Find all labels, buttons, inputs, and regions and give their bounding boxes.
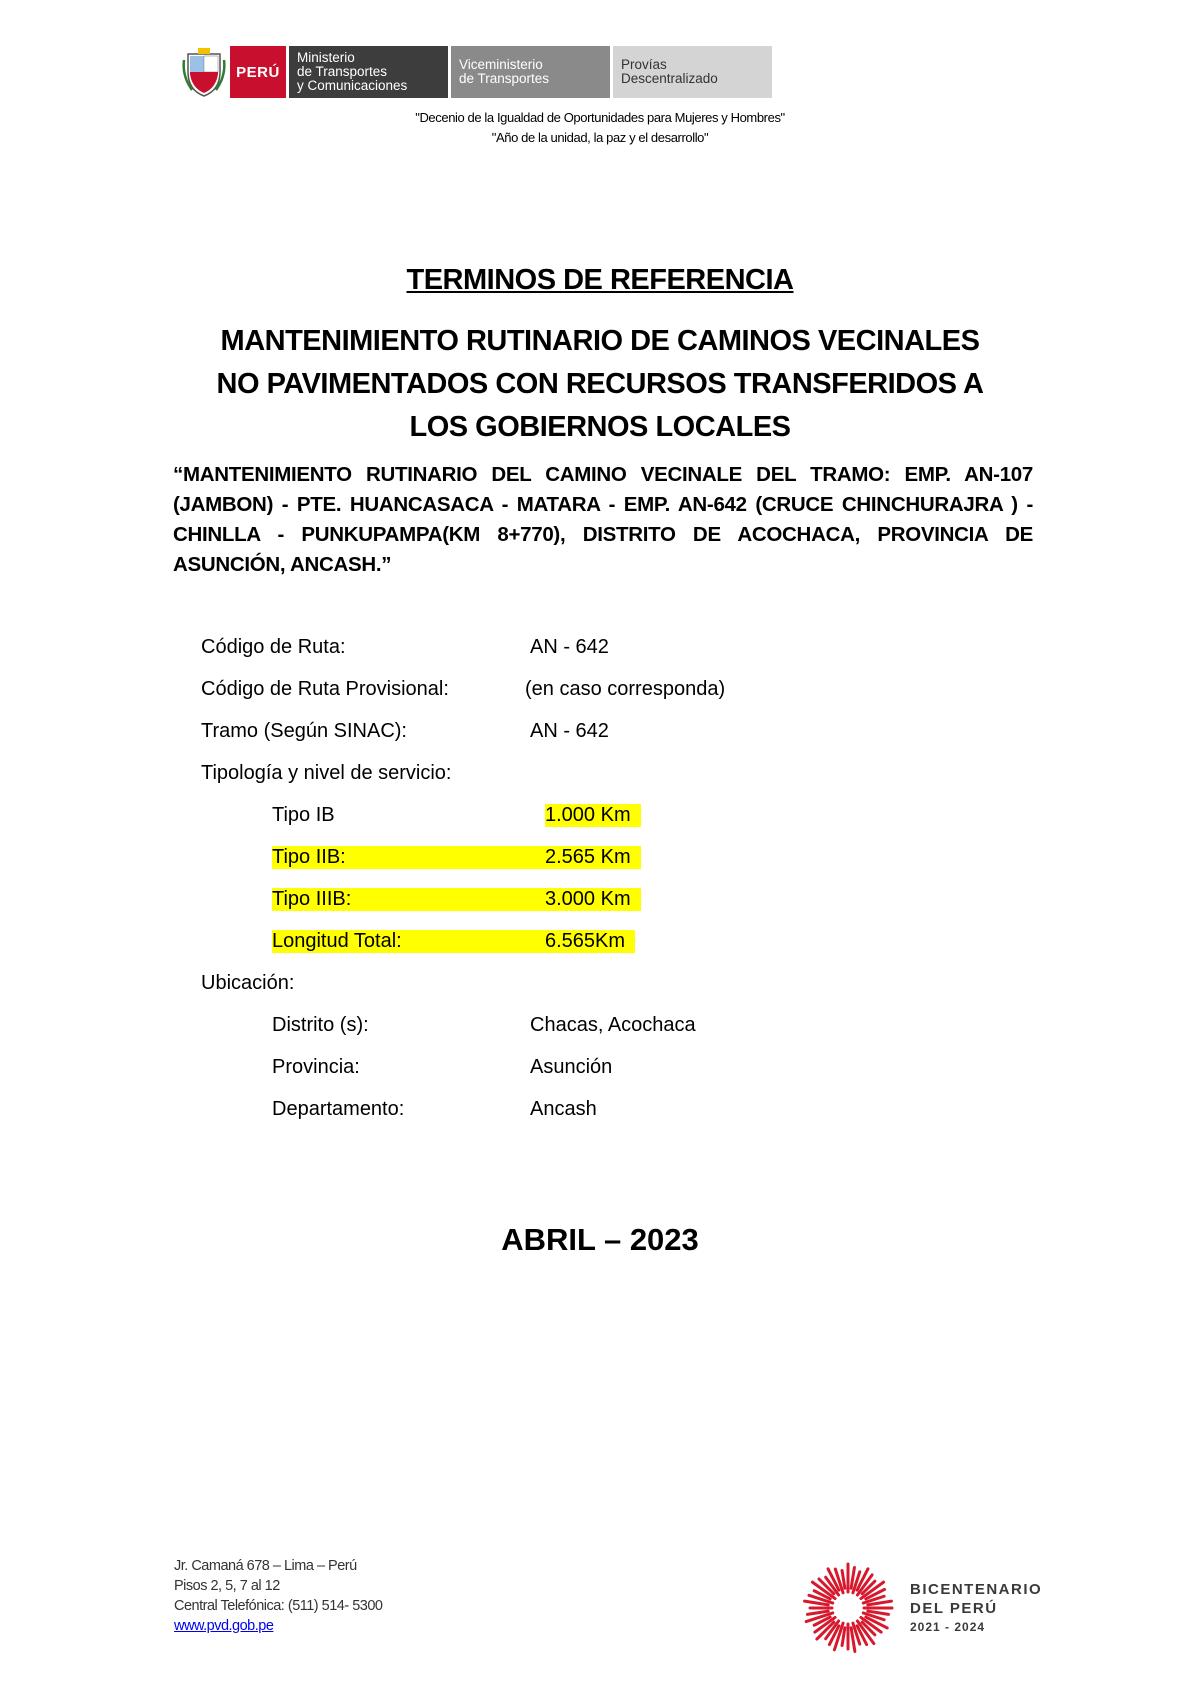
ubicacion-label: Ubicación: [201, 972, 295, 994]
project-subtitle: “MANTENIMIENTO RUTINARIO DEL CAMINO VECINALE DEL TRAMO: EMP. AN-107 (JAMBON) - PTE. HUANCASACA - MATARA - EMP. AN-642 (CRUCE CHINCHURAJRA ) - CHINLLA - PUNKUPAMPA(KM 8+770), DISTRITO DE ACOCHACA, PROVINCIA DE ASUNCIÓN, ANCASH.” [173, 463, 1033, 576]
codigo-ruta-value: AN - 642 [530, 636, 609, 658]
sun-ray [842, 1570, 845, 1588]
ministry-line-1: Ministerio [297, 50, 355, 65]
viceministry-line-2: de Transportes [459, 71, 550, 86]
address-line-1: Jr. Camaná 678 – Lima – Perú [174, 1558, 357, 1574]
bicentenario-line-2: DEL PERÚ [910, 1599, 998, 1617]
website-link[interactable]: www.pvd.gob.pe [174, 1618, 274, 1634]
peru-coat-of-arms-icon [182, 46, 226, 98]
distrito-value: Chacas, Acochaca [530, 1014, 696, 1036]
tipo-iib-value: 2.565 Km [545, 846, 641, 869]
ministry-line-2: de Transportes [297, 64, 388, 79]
bicentenario-line-3: 2021 - 2024 [910, 1619, 986, 1634]
motto-decenio: "Decenio de la Igualdad de Oportunidades para Mujeres y Hombres" [415, 110, 785, 125]
longitud-total-label: Longitud Total: [272, 930, 545, 953]
codigo-ruta-label: Código de Ruta: [201, 636, 346, 658]
motto-year: "Año de la unidad, la paz y el desarrollo" [491, 130, 709, 145]
bicentenario-line-1: BICENTENARIO [910, 1580, 1043, 1598]
bicentenario-sun-icon [800, 1560, 896, 1656]
departamento-label: Departamento: [272, 1098, 405, 1120]
provincia-value: Asunción [530, 1056, 613, 1078]
tipo-iiib-label: Tipo IIIB: [272, 888, 545, 911]
tipo-ib-label: Tipo IB [272, 804, 335, 826]
tipo-iiib-value: 3.000 Km [545, 888, 641, 911]
ministry-line-3: y Comunicaciones [297, 78, 408, 93]
tramo-value: AN - 642 [530, 720, 609, 742]
bicentenario-text [910, 1580, 1042, 1637]
tipo-ib-value: 1.000 Km [545, 804, 641, 827]
provias-line-1: Provías [621, 57, 667, 72]
codigo-provisional-label: Código de Ruta Provisional: [201, 678, 449, 700]
address-line-3: Central Telefónica: (511) 514- 5300 [174, 1598, 383, 1614]
peru-badge [230, 46, 286, 98]
longitud-total-value: 6.565Km [545, 930, 635, 953]
tipo-iib-label: Tipo IIB: [272, 846, 545, 869]
provias-line-2: Descentralizado [621, 71, 718, 86]
institution-header [182, 46, 772, 98]
document-title: TERMINOS DE REFERENCIA [406, 264, 794, 296]
tramo-label: Tramo (Según SINAC): [201, 720, 407, 742]
departamento-value: Ancash [530, 1098, 597, 1120]
heading-line-1: MANTENIMIENTO RUTINARIO DE CAMINOS VECINALES [220, 325, 980, 357]
bicentenario-logo [800, 1560, 1042, 1656]
ministry-box [289, 46, 448, 98]
provias-box [613, 46, 772, 98]
document-heading [0, 320, 1200, 449]
codigo-provisional-value: (en caso corresponda) [525, 678, 726, 700]
address-line-2: Pisos 2, 5, 7 al 12 [174, 1578, 280, 1594]
sun-ray [842, 1628, 845, 1646]
heading-line-3: LOS GOBIERNOS LOCALES [409, 411, 791, 443]
heading-line-2: NO PAVIMENTADOS CON RECURSOS TRANSFERIDOS A [216, 368, 984, 400]
peru-label: PERÚ [236, 63, 280, 81]
viceministry-box [451, 46, 610, 98]
tipologia-label: Tipología y nivel de servicio: [201, 762, 452, 784]
distrito-label: Distrito (s): [272, 1014, 369, 1036]
provincia-label: Provincia: [272, 1056, 360, 1078]
viceministry-line-1: Viceministerio [459, 57, 543, 72]
document-date: ABRIL – 2023 [501, 1222, 699, 1257]
footer-address [174, 1556, 382, 1636]
